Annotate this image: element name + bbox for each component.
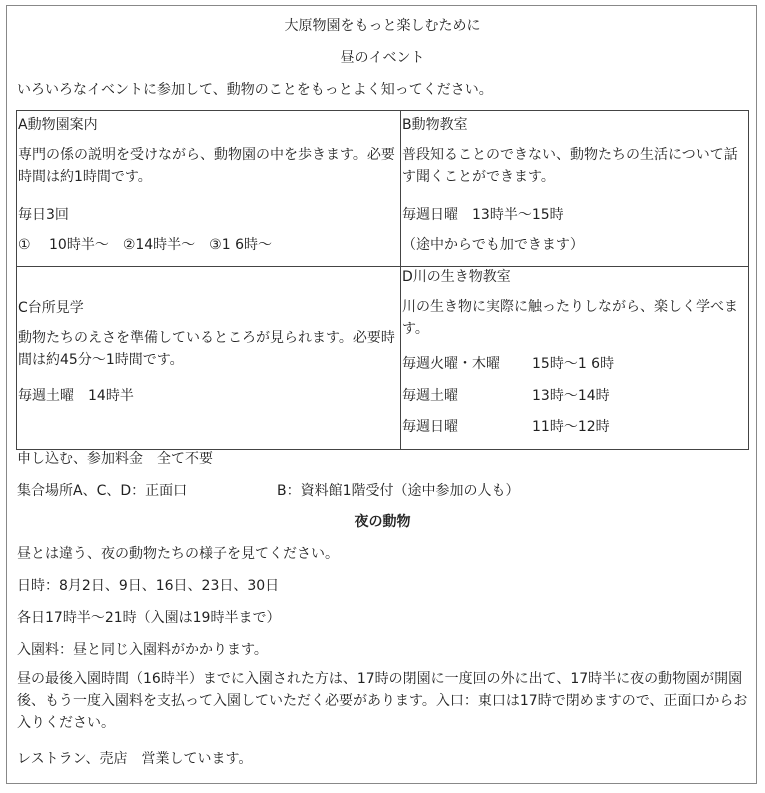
event-d-cell (401, 267, 749, 450)
event-c-cell (17, 267, 401, 450)
event-b-desc: 普段知ることのできない、動物たちの生活について話す聞くことができます。 (402, 147, 738, 185)
event-b-cell (401, 111, 749, 267)
night-dates: 日時：8月2日、9日、16日、23日、30日 (17, 578, 280, 594)
page-title: 大原物園をもっと楽しむために (284, 18, 481, 34)
event-a-cell (17, 111, 401, 267)
event-d-row-day: 毎週土曜 (402, 388, 458, 404)
event-d-row-time: 13時〜14時 (532, 388, 610, 404)
event-d-row-time: 15時〜1 6時 (532, 356, 615, 372)
event-table (16, 110, 749, 450)
intro-text: いろいろなイベントに参加して、動物のことをもっとよく知ってください。 (17, 82, 493, 98)
event-a-times: ① 10時半〜 ②14時半〜 ③1 6時〜 (18, 237, 272, 253)
night-fee: 入園料：昼と同じ入園料がかかります。 (17, 642, 268, 658)
shops-text: レストラン、売店 営業しています。 (17, 751, 253, 767)
meeting-place-a: 集合場所A、C、D：正面口 (17, 483, 188, 499)
night-intro: 昼とは違う、夜の動物たちの様子を見てください。 (17, 546, 339, 562)
event-c-desc: 動物たちのえさを準備しているところが見られます。必要時間は約45分〜1時間です。 (18, 330, 395, 368)
event-d-title: D川の生き物教室 (402, 269, 511, 285)
event-d-row-day: 毎週日曜 (402, 419, 458, 435)
fee-text: 申し込む、参加料金 全て不要 (17, 451, 213, 467)
event-b-title: B動物教室 (402, 117, 468, 133)
event-a-desc: 専門の係の説明を受けながら、動物園の中を歩きます。必要時間は約1時間です。 (18, 147, 395, 185)
event-d-row-day: 毎週火曜・木曜 (402, 356, 500, 372)
event-a-title: A動物園案内 (18, 117, 98, 133)
night-heading: 夜の動物 (354, 514, 411, 530)
meeting-place-b: B：資料館1階受付（途中参加の人も） (277, 483, 520, 499)
event-c-schedule: 毎週土曜 14時半 (18, 388, 134, 404)
section-title-day: 昼のイベント (340, 50, 425, 66)
event-c-title: C台所見学 (18, 300, 84, 316)
event-d-desc: 川の生き物に実際に触ったりしながら、楽しく学べます。 (402, 299, 738, 337)
event-a-frequency: 毎日3回 (18, 207, 69, 223)
event-d-row-time: 11時〜12時 (532, 419, 610, 435)
event-b-schedule: 毎週日曜 13時半〜15時 (402, 207, 564, 223)
document-frame (6, 5, 757, 784)
night-notice: 昼の最後入園時間（16時半）までに入園された方は、17時の閉園に一度回の外に出て、17時半に夜の動物園が開園後、もう一度入園料を支払って入園していただく必要があります。入口：東口は17時で閉めますので、正面口からお入りください。 (17, 671, 748, 731)
event-b-note: （途中からでも加できます） (402, 237, 584, 253)
night-hours: 各日17時半〜21時（入園は19時半まで） (17, 610, 281, 626)
